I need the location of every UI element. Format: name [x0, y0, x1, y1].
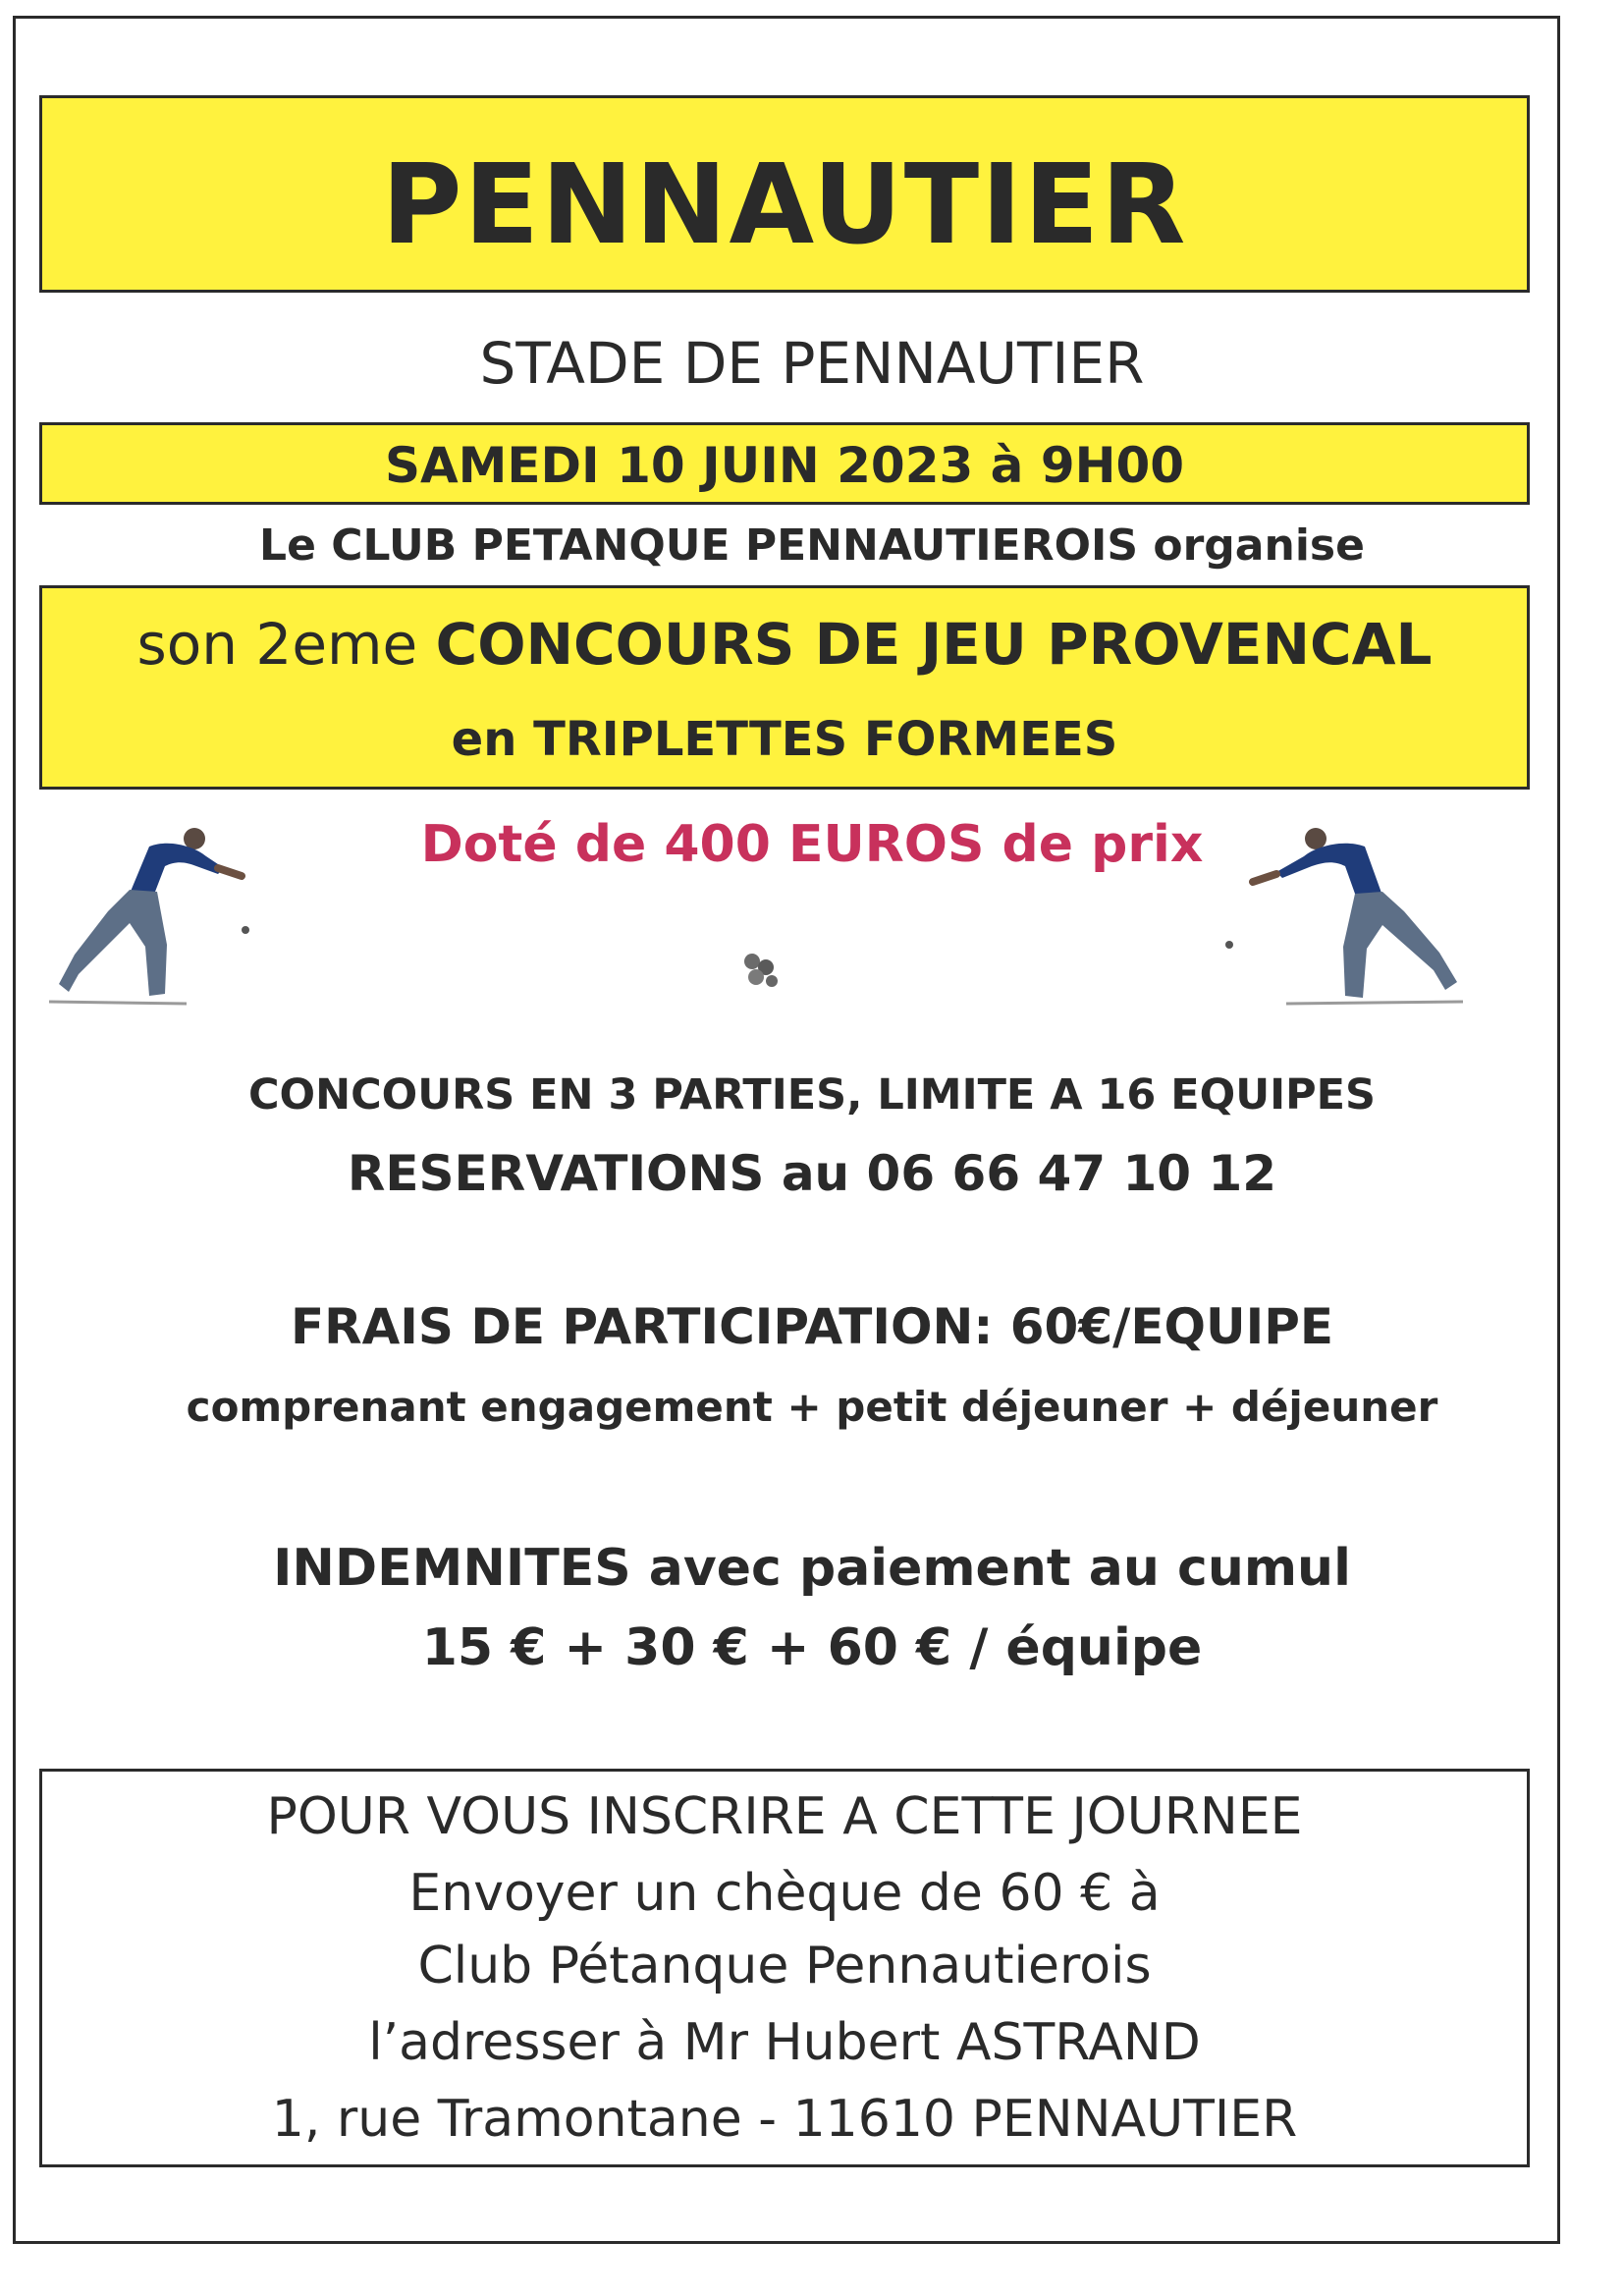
petanque-player-left-icon — [39, 817, 265, 1013]
signup-line-4: l’adresser à Mr Hubert ASTRAND — [368, 2013, 1201, 2072]
indemnities-line-1 — [0, 1539, 1624, 1598]
signup-line-1: POUR VOUS INSCRIRE A CETTE JOURNEE — [266, 1787, 1303, 1846]
organiser-suffix: organise — [1138, 520, 1365, 571]
indemnities-rest: avec paiement au cumul — [630, 1539, 1351, 1598]
event-date: SAMEDI 10 JUIN 2023 à 9H00 — [384, 437, 1185, 494]
date-banner — [39, 422, 1530, 505]
contest-format-value: TRIPLETTES FORMEES — [533, 712, 1118, 767]
contest-format-prefix: en — [451, 712, 534, 767]
signup-box — [39, 1769, 1530, 2167]
organiser-club: CLUB PETANQUE PENNAUTIEROIS — [331, 520, 1139, 571]
prize-text: Doté de 400 EUROS de prix — [420, 815, 1204, 874]
signup-line-5: 1, rue Tramontane - 11610 PENNAUTIER — [271, 2090, 1298, 2149]
reservations-phone: au 06 66 47 10 12 — [764, 1145, 1277, 1202]
fee-line-2: comprenant engagement + petit déjeuner + déjeuner — [186, 1383, 1438, 1431]
signup-line-2: Envoyer un chèque de 60 € à — [408, 1864, 1161, 1923]
venue: STADE DE PENNAUTIER — [479, 330, 1145, 397]
petanque-player-right-icon — [1218, 817, 1473, 1013]
organiser-prefix: Le — [259, 520, 332, 571]
petanque-balls-icon — [738, 950, 784, 989]
contest-title — [42, 611, 1527, 678]
fee-line-1: FRAIS DE PARTICIPATION: 60€/EQUIPE — [290, 1298, 1334, 1355]
indemnities-label: INDEMNITES — [273, 1539, 631, 1598]
contest-banner — [39, 585, 1530, 790]
contest-name: CONCOURS DE JEU PROVENCAL — [435, 611, 1433, 678]
rules-line-1: CONCOURS EN 3 PARTIES, LIMITE A 16 EQUIPES — [247, 1070, 1377, 1120]
organiser-line — [0, 520, 1624, 571]
contest-prefix: son 2eme — [136, 611, 436, 678]
title-banner — [39, 95, 1530, 293]
signup-line-3: Club Pétanque Pennautierois — [417, 1937, 1152, 1995]
reservations-label: RESERVATIONS — [347, 1145, 765, 1202]
contest-format — [42, 712, 1527, 767]
indemnities-line-2: 15 € + 30 € + 60 € / équipe — [421, 1618, 1203, 1677]
poster-title: PENNAUTIER — [381, 141, 1188, 269]
reservations-line — [0, 1145, 1624, 1202]
